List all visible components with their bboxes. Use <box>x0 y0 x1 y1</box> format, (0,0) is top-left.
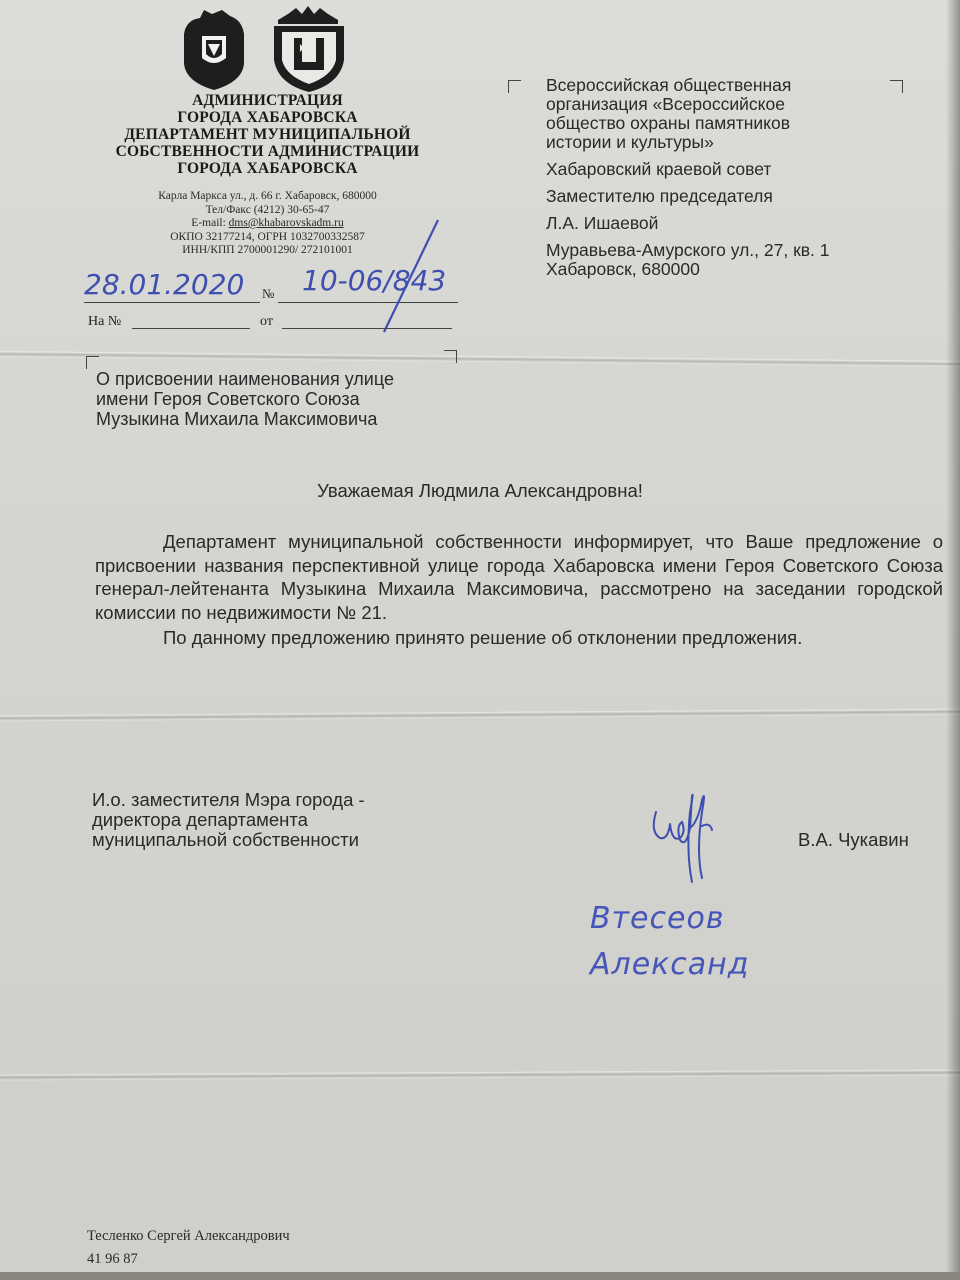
addressee-corner-left <box>508 80 521 93</box>
signer-title-line-2: директора департамента <box>92 809 308 830</box>
handwritten-note-line-2: Александ <box>590 947 750 982</box>
paper-fold-bottom <box>0 1069 960 1080</box>
header-line-3: ДЕПАРТАМЕНТ МУНИЦИПАЛЬНОЙ <box>124 126 411 143</box>
number-label: № <box>262 286 275 301</box>
header-line-2: ГОРОДА ХАБАРОВСКА <box>177 109 358 126</box>
department-name <box>70 92 465 177</box>
emblems <box>172 4 372 94</box>
addressee-address-1: Муравьева-Амурского ул., 27, кв. 1 <box>546 240 830 260</box>
registration-date: 28.01.2020 <box>84 268 245 301</box>
addressee-address-2: Хабаровск, 680000 <box>546 259 700 279</box>
subject-line-1: О присвоении наименования улице <box>96 369 394 389</box>
department-okpo: ОКПО 32177214, ОГРН 1032700332587 <box>170 230 365 243</box>
handwritten-signature-icon <box>646 782 726 892</box>
addressee-org-line-4: истории и культуры» <box>546 132 714 152</box>
regional-coat-of-arms-icon <box>268 4 350 94</box>
email-label: E-mail: <box>191 217 229 229</box>
addressee-name: Л.А. Ишаевой <box>546 213 659 233</box>
body-paragraph-2: По данному предложению принято решение об отклонении предложения. <box>163 627 803 648</box>
department-phone: Тел/Факс (4212) 30-65-47 <box>205 203 330 216</box>
body-paragraph-1: Департамент муниципальной собственности информирует, что Ваше предложение о присвоении названия перспективной улице города Хабаровска имени Героя Советского Союза генерал-лейтенанта Музыкина Михаила Максимовича, рассмотрено на заседании городской комиссии по недвижимости № 21. <box>95 531 943 623</box>
letter-greeting: Уважаемая Людмила Александровна! <box>317 480 643 501</box>
subject-corner-right <box>444 350 457 363</box>
paper-right-shadow <box>946 0 960 1280</box>
header-line-5: ГОРОДА ХАБАРОВСКА <box>177 160 358 177</box>
executor-name: Тесленко Сергей Александрович <box>87 1228 290 1244</box>
executor-phone: 41 96 87 <box>87 1251 138 1267</box>
from-label: от <box>260 314 273 329</box>
letter-subject <box>96 369 516 429</box>
from-underline <box>282 328 452 329</box>
paper-fold-middle <box>0 709 960 722</box>
subject-line-3: Музыкина Михаила Максимовича <box>96 409 378 429</box>
letter-body <box>95 530 943 650</box>
addressee-org-line-3: общество охраны памятников <box>546 113 791 133</box>
paper-bottom-edge <box>0 1272 960 1280</box>
subject-line-2: имени Героя Советского Союза <box>96 389 360 409</box>
executor-info <box>87 1225 290 1271</box>
header-line-4: СОБСТВЕННОСТИ АДМИНИСТРАЦИИ <box>115 143 420 160</box>
registration-number: 10-06/843 <box>302 264 447 297</box>
addressee-org-line-2: организация «Всероссийское <box>546 94 786 114</box>
signer-title-line-1: И.о. заместителя Мэра города - <box>92 789 365 810</box>
addressee-position: Заместителю председателя <box>546 186 773 206</box>
header-line-1: АДМИНИСТРАЦИЯ <box>192 92 343 109</box>
department-inn: ИНН/КПП 2700001290/ 272101001 <box>182 244 353 256</box>
signer-title-line-3: муниципальной собственности <box>92 829 359 850</box>
signer-title <box>92 790 472 850</box>
paper-fold-top <box>0 351 960 367</box>
handwritten-note-line-1: Втесеов <box>590 901 725 936</box>
subject-corner-left <box>86 356 99 369</box>
signer-name: В.А. Чукавин <box>798 829 909 850</box>
department-address: Карла Маркса ул., д. 66 г. Хабаровск, 680000 <box>158 190 377 202</box>
addressee-council: Хабаровский краевой совет <box>546 159 772 179</box>
city-coat-of-arms-icon <box>178 6 250 92</box>
ref-label: На № <box>88 314 122 329</box>
ref-underline <box>132 328 250 329</box>
date-underline <box>84 302 260 303</box>
department-email-link[interactable]: dms@khabarovskadm.ru <box>228 217 344 229</box>
reference-line <box>88 314 463 334</box>
addressee-org-line-1: Всероссийская общественная <box>546 75 792 95</box>
addressee-block <box>546 76 936 279</box>
handwritten-note <box>590 896 750 988</box>
